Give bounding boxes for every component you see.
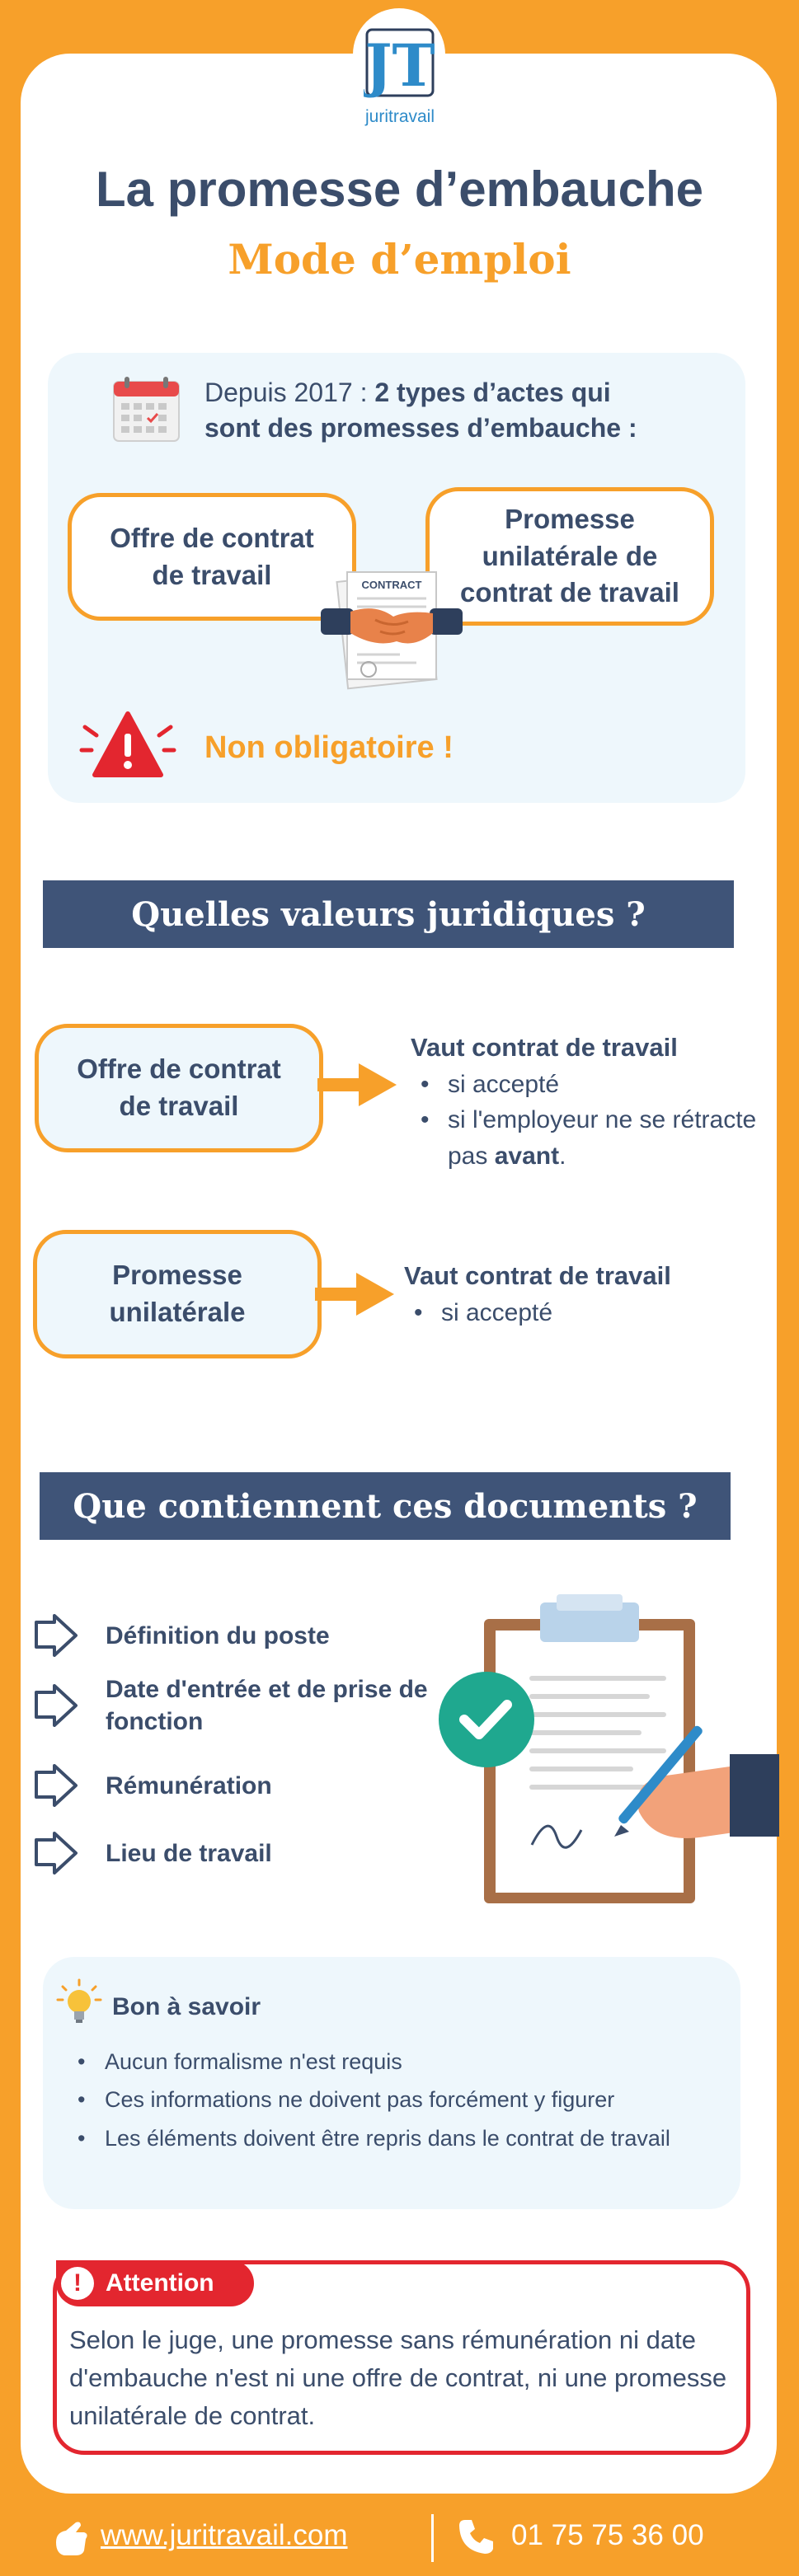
contract-label: CONTRACT — [361, 579, 422, 591]
pointing-hand-icon — [33, 1764, 79, 1807]
row1-box-label: Offre de contrat de travail — [77, 1053, 281, 1121]
page-subtitle: Mode d’emploi — [228, 235, 571, 284]
row1-bullet-2-bold: avant — [494, 1142, 560, 1170]
clipboard-signing-icon — [433, 1589, 779, 1907]
logo-brand: juritravail — [364, 107, 435, 126]
calendar-icon — [111, 375, 181, 445]
section-juridique-heading: Quelles valeurs juridiques ? — [43, 880, 734, 948]
row1-title: Vaut contrat de travail — [411, 1033, 678, 1062]
attention-badge — [56, 2260, 254, 2306]
checklist-item — [33, 1614, 330, 1657]
bon-a-savoir-item: • Ces informations ne doivent pas forcément y figurer — [68, 2081, 719, 2119]
row2-bullet-1: • si accepté — [404, 1295, 750, 1331]
pointing-hand-icon — [33, 1614, 79, 1657]
bon-a-savoir-item: • Aucun formalisme n'est requis — [68, 2043, 719, 2081]
checklist-item-label: Date d'entrée et de prise de fonction — [106, 1676, 428, 1735]
pointing-hand-icon — [33, 1832, 79, 1875]
row1-bullet-1: • si accepté — [411, 1067, 757, 1103]
row1-description — [411, 1030, 757, 1174]
checklist-item-label: Lieu de travail — [106, 1839, 272, 1867]
phone-icon — [457, 2517, 495, 2555]
checklist-item — [33, 1764, 272, 1807]
exclamation-icon: ! — [61, 2267, 94, 2300]
type-offre-box — [68, 493, 356, 621]
warning-icon — [78, 702, 177, 781]
checklist-item-label: Définition du poste — [106, 1621, 330, 1649]
handshake-contract-icon — [317, 562, 466, 702]
row2-box — [33, 1230, 322, 1358]
intro-text-bold-1: 2 types d’actes qui — [374, 378, 611, 407]
footer-divider — [431, 2514, 434, 2562]
juritravail-logo-icon — [364, 26, 436, 99]
page-title: La promesse d’embauche — [96, 162, 703, 217]
type-promesse-box — [425, 487, 714, 626]
type-promesse-label: Promesse unilatérale de contrat de travail — [460, 504, 679, 608]
warning-text: Non obligatoire ! — [204, 730, 454, 765]
row1-bullet-2 — [411, 1102, 757, 1174]
footer-website[interactable]: www.juritravail.com — [101, 2519, 348, 2551]
row1-bullet-2-plain: si l'employeur ne se rétracte pas — [448, 1106, 757, 1170]
row2-title: Vaut contrat de travail — [404, 1261, 671, 1290]
bon-a-savoir-title: Bon à savoir — [112, 1993, 261, 2020]
footer-phone[interactable]: 01 75 75 36 00 — [511, 2519, 704, 2551]
pointing-hand-icon — [33, 1684, 79, 1727]
intro-text-plain: Depuis 2017 : — [204, 378, 375, 407]
row2-box-label: Promesse unilatérale — [109, 1260, 246, 1327]
row1-bullet-2-end: . — [559, 1142, 566, 1170]
bon-a-savoir-list — [68, 2043, 719, 2157]
intro-text-bold-2: sont des promesses d’embauche : — [204, 413, 637, 443]
lightbulb-icon — [56, 1978, 102, 2026]
logo-mark: JT — [364, 31, 435, 99]
row1-box — [35, 1024, 323, 1152]
section-contenu-heading: Que contiennent ces documents ? — [40, 1472, 731, 1540]
attention-text: Selon le juge, une promesse sans rémunération ni date d'embauche n'est ni une offre de contrat, ni une promesse unilatérale de contrat. — [69, 2325, 727, 2430]
bon-a-savoir-item: • Les éléments doivent être repris dans le contrat de travail — [68, 2119, 719, 2157]
checklist-item-label: Rémunération — [106, 1771, 272, 1799]
checklist-item — [33, 1673, 452, 1738]
arrow-right-icon — [315, 1269, 397, 1319]
checklist-item — [33, 1832, 272, 1875]
attention-label: Attention — [106, 2269, 214, 2297]
arrow-right-icon — [317, 1060, 400, 1110]
intro-text — [204, 375, 716, 446]
row2-description — [404, 1258, 750, 1330]
hand-icon — [51, 2517, 91, 2557]
type-offre-label: Offre de contrat de travail — [110, 522, 314, 590]
